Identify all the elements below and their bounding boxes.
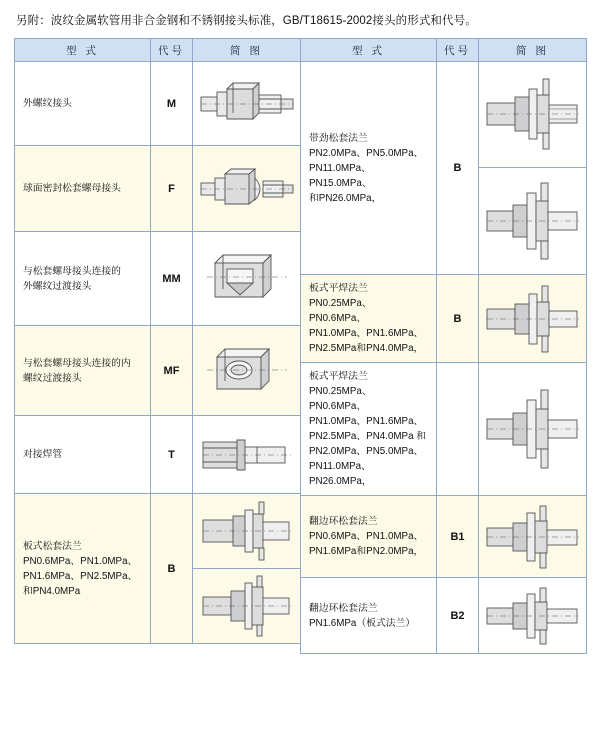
row-type-cell: 板式平焊法兰 PN0.25MPa、PN0.6MPa、 PN1.0MPa、PN1.6MPa、 PN2.5MPa和PN4.0MPa，	[301, 275, 437, 363]
flared-ring-lap-flange-figure	[479, 499, 586, 575]
row-type-cell: 板式松套法兰 PN0.6MPa、PN1.0MPa、 PN1.6MPa、PN2.5MPa、 和PN4.0MPa	[15, 494, 151, 644]
row-type-cell: 球面密封松套螺母接头	[15, 146, 151, 232]
table-row	[301, 363, 587, 496]
row-type-cell: 对接焊管	[15, 416, 151, 494]
row-type-cell: 翻边环松套法兰 PN1.6MPa（板式法兰）	[301, 578, 437, 654]
female-transition-fitting-figure	[193, 337, 300, 405]
row-figure-cell	[479, 62, 587, 275]
row-type-cell: 与松套螺母接头连接的 外螺纹过渡接头	[15, 232, 151, 326]
table-row	[301, 275, 587, 363]
threaded-fitting-figure	[193, 73, 300, 135]
header-code: 代号	[151, 39, 193, 62]
left-table	[14, 38, 301, 644]
header-type: 型 式	[15, 39, 151, 62]
row-code-cell: MM	[151, 232, 193, 326]
header-type: 型 式	[301, 39, 437, 62]
table-row	[15, 326, 301, 416]
table-row	[301, 578, 587, 654]
row-code-cell: M	[151, 62, 193, 146]
spherical-seal-union-nut-figure	[193, 158, 300, 220]
row-type-cell: 与松套螺母接头连接的内 螺纹过渡接头	[15, 326, 151, 416]
table-header-row	[15, 39, 301, 62]
plate-slip-on-flange-figure-2	[479, 380, 586, 478]
row-code-cell: B1	[437, 496, 479, 578]
header-code: 代号	[437, 39, 479, 62]
table-header-row	[301, 39, 587, 62]
table-row	[15, 416, 301, 494]
table-row	[15, 62, 301, 146]
row-type-cell: 翻边环松套法兰 PN0.6MPa、PN1.0MPa、 PN1.6MPa和PN2.0MPa，	[301, 496, 437, 578]
row-code-cell: T	[151, 416, 193, 494]
male-transition-fitting-figure	[193, 245, 300, 313]
butt-weld-pipe-figure	[193, 426, 300, 484]
row-figure-cell	[193, 62, 301, 146]
right-table	[300, 38, 587, 654]
row-figure-cell	[193, 494, 301, 644]
row-type-cell: 带劲松套法兰 PN2.0MPa、PN5.0MPa、 PN11.0MPa、PN15.0MPa、 和PN26.0MPa，	[301, 62, 437, 275]
row-figure-cell	[193, 416, 301, 494]
table-row	[15, 146, 301, 232]
page-bottom-margin	[14, 654, 586, 694]
plate-lap-joint-flange-figure-2	[193, 569, 300, 643]
ribbed-lap-joint-flange-figure	[479, 62, 586, 168]
row-figure-cell	[479, 363, 587, 496]
header-figure: 简 图	[479, 39, 587, 62]
row-code-cell	[437, 363, 479, 496]
row-figure-cell	[479, 275, 587, 363]
table-row	[301, 496, 587, 578]
row-code-cell: B	[437, 62, 479, 275]
header-figure: 简 图	[193, 39, 301, 62]
row-code-cell: B2	[437, 578, 479, 654]
row-figure-cell	[193, 232, 301, 326]
row-code-cell: MF	[151, 326, 193, 416]
row-figure-cell	[193, 146, 301, 232]
tables-container	[14, 38, 586, 654]
row-code-cell: B	[151, 494, 193, 644]
plate-lap-joint-flange-figure	[193, 494, 300, 569]
table-row	[15, 232, 301, 326]
row-figure-cell	[193, 326, 301, 416]
row-figure-cell	[479, 578, 587, 654]
flared-ring-lap-flange-plate-figure	[479, 581, 586, 651]
row-code-cell: B	[437, 275, 479, 363]
row-type-cell: 板式平焊法兰 PN0.25MPa、PN0.6MPa、 PN1.0MPa、PN1.6MPa、 PN2.5MPa、PN4.0MPa 和 PN2.0MPa、PN5.0MPa、 PN11.0MPa、PN26.0MPa，	[301, 363, 437, 496]
page-title: 另附：波纹金属软管用非合金钢和不锈钢接头标准，GB/T18615-2002接头的形式和代号。	[16, 15, 477, 27]
ribbed-lap-joint-flange-figure-2	[479, 168, 586, 274]
table-row	[15, 494, 301, 644]
table-row	[301, 62, 587, 275]
row-code-cell: F	[151, 146, 193, 232]
row-type-cell: 外螺纹接头	[15, 62, 151, 146]
plate-slip-on-flange-figure	[479, 278, 586, 360]
row-figure-cell	[479, 496, 587, 578]
